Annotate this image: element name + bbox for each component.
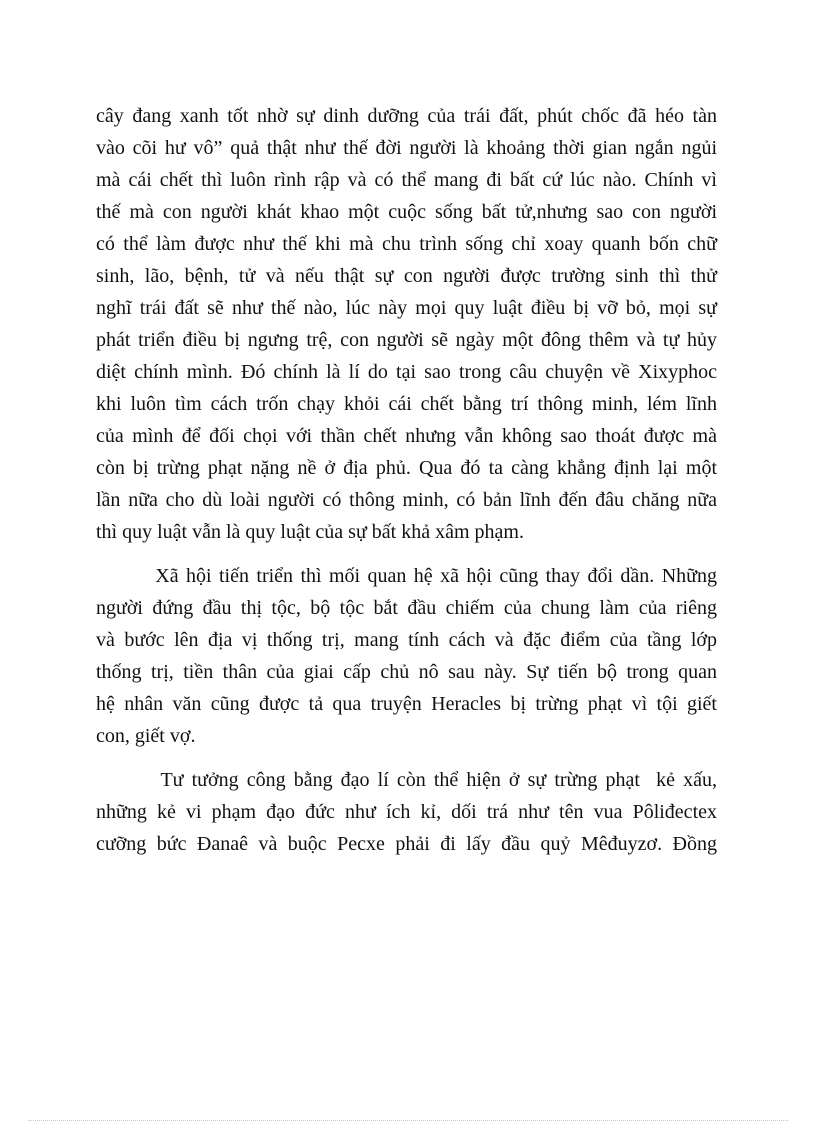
text-line: hệ nhân văn cũng được tả qua truyện Heracles bị trừng phạt vì tội giết — [96, 693, 717, 715]
text-line: những kẻ vi phạm đạo đức như ích kỉ, dối trá như tên vua Pôliđectex — [96, 801, 717, 823]
text-line: có thể làm được như thế khi mà chu trình sống chỉ xoay quanh bốn chữ — [96, 233, 717, 255]
paragraph-spacer — [96, 752, 717, 764]
document-body — [96, 100, 717, 860]
text-line: và bước lên địa vị thống trị, mang tính cách và đặc điểm của tầng lớp — [96, 629, 717, 651]
text-line: cây đang xanh tốt nhờ sự dinh dưỡng của trái đất, phút chốc đã héo tàn — [96, 105, 717, 127]
text-line: phát triển điều bị ngưng trệ, con người sẽ ngày một đông thêm và tự hủy — [96, 329, 717, 351]
text-line: thì quy luật vẫn là quy luật của sự bất khả xâm phạm. — [96, 521, 524, 543]
text-line: diệt chính mình. Đó chính là lí do tại sao trong câu chuyện về Xixyphoc — [96, 361, 717, 383]
text-line: Xã hội tiến triển thì mối quan hệ xã hội cũng thay đổi dần. Những — [96, 565, 717, 587]
paragraph-2 — [96, 560, 717, 752]
paragraph-1 — [96, 100, 717, 548]
text-line: thống trị, tiền thân của giai cấp chủ nô sau này. Sự tiến bộ trong quan — [96, 661, 717, 683]
text-line: sinh, lão, bệnh, tử và nếu thật sự con người được trường sinh thì thử — [96, 265, 717, 287]
text-line: người đứng đầu thị tộc, bộ tộc bắt đầu chiếm của chung làm của riêng — [96, 597, 717, 619]
text-line: của mình để đối chọi với thần chết nhưng vẫn không sao thoát được mà — [96, 425, 717, 447]
text-line: vào cõi hư vô” quả thật như thế đời người là khoảng thời gian ngắn ngủi — [96, 137, 717, 159]
text-line: thế mà con người khát khao một cuộc sống bất tử,nhưng sao con người — [96, 201, 717, 223]
text-line: lần nữa cho dù loài người có thông minh, có bản lĩnh đến đâu chăng nữa — [96, 489, 717, 511]
text-line: nghĩ trái đất sẽ như thế nào, lúc này mọi quy luật điều bị vỡ bỏ, mọi sự — [96, 297, 717, 319]
paragraph-spacer — [96, 548, 717, 560]
text-line: còn bị trừng phạt nặng nề ở địa phủ. Qua đó ta càng khẳng định lại một — [96, 457, 717, 479]
text-line: cưỡng bức Đanaê và buộc Pecxe phải đi lấy đầu quỷ Mêđuyzơ. Đồng — [96, 833, 717, 855]
page-bottom-divider — [28, 1120, 788, 1121]
text-line: con, giết vợ. — [96, 725, 196, 747]
text-line: Tư tưởng công bằng đạo lí còn thể hiện ở sự trừng phạt kẻ xấu, — [96, 769, 717, 791]
paragraph-3 — [96, 764, 717, 860]
text-line: khi luôn tìm cách trốn chạy khỏi cái chết bằng trí thông minh, lém lĩnh — [96, 393, 717, 415]
text-line: mà cái chết thì luôn rình rập và có thể mang đi bất cứ lúc nào. Chính vì — [96, 169, 717, 191]
